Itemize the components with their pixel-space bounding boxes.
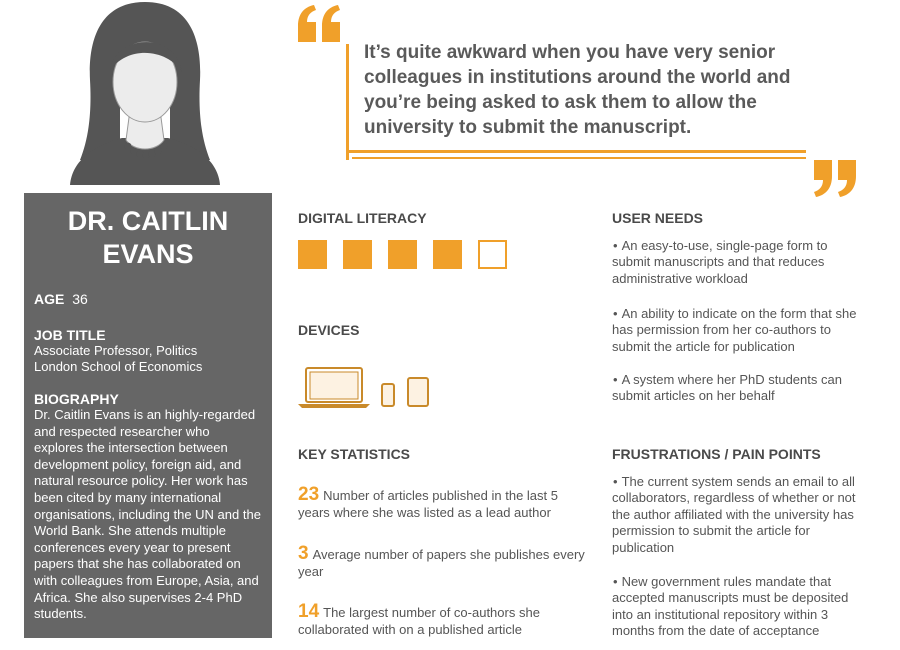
- bullet-icon: •: [613, 238, 618, 253]
- laptop-icon: [298, 368, 370, 408]
- bullet-icon: •: [613, 306, 618, 321]
- digital-literacy-rating: [298, 240, 507, 269]
- bullet-icon: •: [613, 474, 618, 489]
- frustration-item: [612, 574, 862, 640]
- user-need-item: [612, 238, 862, 287]
- user-need-text: An ability to indicate on the form that she has permission from her co-authors to submit the article for publication: [612, 306, 857, 354]
- bullet-icon: •: [613, 372, 618, 387]
- user-needs-heading: USER NEEDS: [612, 210, 704, 226]
- stat-text: Number of articles published in the last 5 years where she was listed as a lead author: [298, 488, 558, 520]
- quote-vertical-rule: [346, 44, 349, 160]
- quote-text: It’s quite awkward when you have very senior colleagues in institutions around the world and you’re being asked to ask them to allow the university to submit the manuscript.: [364, 42, 791, 138]
- user-need-text: A system where her PhD students can submit articles on her behalf: [612, 372, 842, 404]
- age-value: 36: [72, 291, 88, 307]
- literacy-square-filled: [343, 240, 372, 269]
- tablet-icon: [408, 378, 428, 406]
- frustration-text: New government rules mandate that accepted manuscripts must be deposited into an institutional repository within 3 months from the date of acceptance: [612, 574, 849, 639]
- stat-number: 14: [298, 601, 320, 622]
- stat-text: Average number of papers she publishes every year: [298, 547, 585, 579]
- user-need-item: [612, 306, 862, 355]
- bullet-icon: •: [613, 574, 618, 589]
- stat-number: 23: [298, 484, 320, 505]
- frustration-text: The current system sends an email to all collaborators, regardless of whether or not the author affiliated with the university has permission to submit the article for publication: [612, 474, 856, 555]
- job-title-label: JOB TITLE: [34, 327, 106, 343]
- quote-horizontal-rule-2: [352, 157, 806, 159]
- literacy-square-filled: [433, 240, 462, 269]
- biography-label: BIOGRAPHY: [34, 391, 119, 407]
- literacy-square-filled: [298, 240, 327, 269]
- smartphone-icon: [382, 384, 394, 406]
- user-need-text: An easy-to-use, single-page form to submit manuscripts and that reduces administrative workload: [612, 238, 828, 286]
- devices-heading: DEVICES: [298, 322, 360, 338]
- frustrations-heading: FRUSTRATIONS / PAIN POINTS: [612, 446, 821, 462]
- persona-avatar: [60, 0, 230, 185]
- persona-name: DR. CAITLIN EVANS: [67, 206, 229, 269]
- stat-text: The largest number of co-authors she collaborated with on a published article: [298, 605, 540, 637]
- key-statistics-heading: KEY STATISTICS: [298, 446, 411, 462]
- biography-text: Dr. Caitlin Evans is an highly-regarded and respected researcher who explores the intersection between development policy, foreign aid, and natural resource policy. Her work has been cited by many international organisations, including the UN and the World Bank. She attends multiple conferences every year to present papers that she has collaborated on with colleagues from Europe, Asia, and Africa. She also supervises 2-4 PhD students.: [34, 407, 261, 622]
- stat-item: [298, 486, 588, 521]
- literacy-square-filled: [388, 240, 417, 269]
- age-label: AGE: [34, 291, 65, 307]
- frustration-item: [612, 474, 862, 556]
- devices-icons: [296, 362, 436, 410]
- job-title-block: [34, 327, 262, 375]
- quote-horizontal-rule: [346, 150, 806, 153]
- stat-item: [298, 603, 588, 638]
- persona-sidebar: [24, 193, 272, 638]
- digital-literacy-heading: DIGITAL LITERACY: [298, 210, 427, 226]
- open-quote-icon: [296, 4, 344, 44]
- user-need-item: [612, 372, 862, 405]
- close-quote-icon: [810, 158, 858, 198]
- stat-item: [298, 545, 588, 580]
- job-title-line1: Associate Professor, Politics: [34, 343, 198, 358]
- literacy-square-empty: [478, 240, 507, 269]
- job-title-line2: London School of Economics: [34, 359, 203, 374]
- age-row: [34, 291, 262, 307]
- stat-number: 3: [298, 543, 309, 564]
